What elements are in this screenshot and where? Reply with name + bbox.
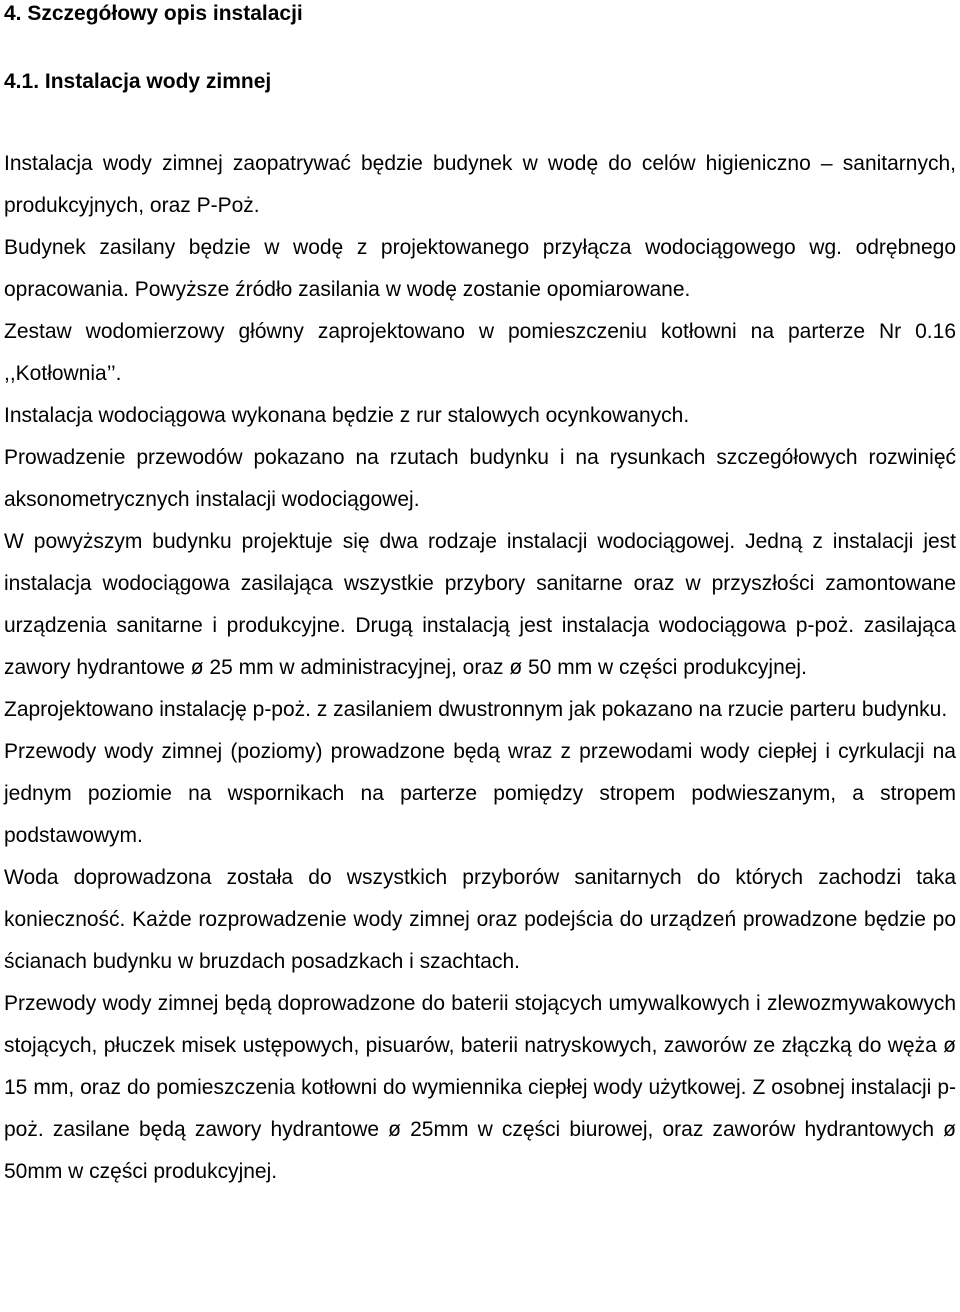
body-text	[4, 143, 956, 1193]
paragraph-routing: Prowadzenie przewodów pokazano na rzutach budynku i na rysunkach szczegółowych rozwinięć aksonometrycznych instalacji wodociągowej.	[4, 446, 956, 511]
section-title: 4. Szczegółowy opis instalacji	[4, 2, 303, 25]
paragraph-supply: Budynek zasilany będzie w wodę z projektowanego przyłącza wodociągowego wg. odrębnego opracowania. Powyższe źródło zasilania w wodę zostanie opomiarowane.	[4, 236, 956, 301]
paragraph-intro: Instalacja wody zimnej zaopatrywać będzie budynek w wodę do celów higieniczno – sanitarnych, produkcyjnych, oraz P-Poż.	[4, 152, 956, 217]
paragraph-pipes-horizontal: Przewody wody zimnej (poziomy) prowadzone będą wraz z przewodami wody ciepłej i cyrkulacji na jednym poziomie na wspornikach na parterze pomiędzy stropem podwieszanym, a stropem podstawowym.	[4, 740, 956, 847]
paragraph-material: Instalacja wodociągowa wykonana będzie z rur stalowych ocynkowanych.	[4, 404, 690, 427]
subsection-title: 4.1. Instalacja wody zimnej	[4, 70, 272, 93]
paragraph-fire-supply: Zaprojektowano instalację p-poż. z zasilaniem dwustronnym jak pokazano na rzucie parteru budynku.	[4, 698, 948, 721]
paragraph-installation-types: W powyższym budynku projektuje się dwa rodzaje instalacji wodociągowej. Jedną z instalacji jest instalacja wodociągowa zasilająca wszystkie przybory sanitarne oraz w przyszłości zamontowane urządzenia sanitarne i produkcyjne. Drugą instalacją jest instalacja wodociągowa p-poż. zasilająca zawory hydrantowe ø 25 mm w administracyjnej, oraz ø 50 mm w części produkcyjnej.	[4, 530, 956, 679]
paragraph-distribution: Woda doprowadzona została do wszystkich przyborów sanitarnych do których zachodzi taka konieczność. Każde rozprowadzenie wody zimnej oraz podejścia do urządzeń prowadzone będzie po ścianach budynku w bruzdach posadzkach i szachtach.	[4, 866, 956, 973]
paragraph-fixtures: Przewody wody zimnej będą doprowadzone do baterii stojących umywalkowych i zlewozmywakowych stojących, płuczek misek ustępowych, pisuarów, baterii natryskowych, zaworów ze złączką do węża ø 15 mm, oraz do pomieszczenia kotłowni do wymiennika ciepłej wody użytkowej. Z osobnej instalacji p-poż. zasilane będą zawory hydrantowe ø 25mm w części biurowej, oraz zaworów hydrantowych ø 50mm w części produkcyjnej.	[4, 992, 956, 1183]
paragraph-meter: Zestaw wodomierzowy główny zaprojektowano w pomieszczeniu kotłowni na parterze Nr 0.16 ,,Kotłownia’’.	[4, 320, 956, 385]
